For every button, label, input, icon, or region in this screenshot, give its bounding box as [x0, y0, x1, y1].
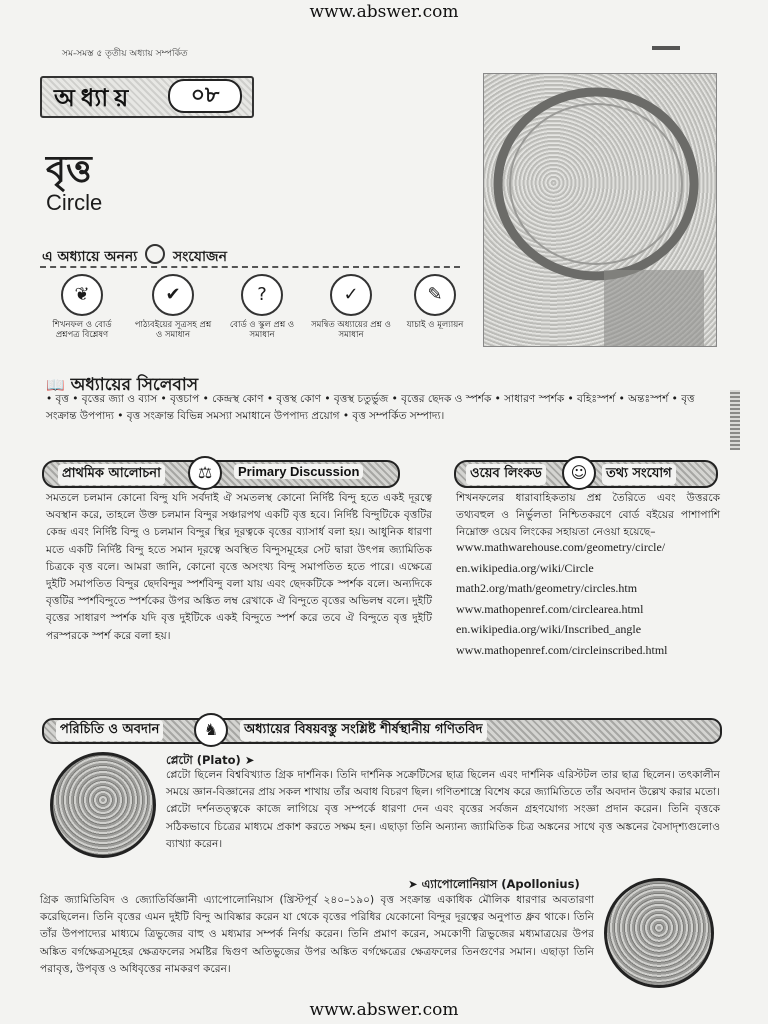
web-links-list [456, 537, 726, 660]
book-icon: 📖 [46, 376, 65, 394]
mathematicians-label-right: অধ্যায়ের বিষয়বস্তু সংশ্লিষ্ট শীর্ষস্থানীয় গণিতবিদ [240, 720, 487, 741]
feature-item: ✎ যাচাই ও মূল্যায়ন [394, 274, 476, 330]
watermark-bottom: www.abswer.com [309, 1000, 459, 1020]
chapter-title-bn: বৃত্ত [46, 149, 92, 190]
plato-portrait [50, 752, 156, 858]
brand-logo-icon [145, 244, 165, 264]
web-link[interactable]: www.mathopenref.com/circleinscribed.html [456, 642, 668, 657]
circle-photo [483, 73, 717, 347]
web-link[interactable]: en.wikipedia.org/wiki/Inscribed_angle [456, 622, 642, 636]
user-icon: ☺ [562, 456, 596, 490]
feature-item: ❦ শিখনফল ও বোর্ড প্রশ্নপত্র বিশ্লেষণ [41, 274, 123, 340]
apollonius-portrait [604, 878, 714, 988]
arrow-icon: ➤ [244, 753, 255, 767]
apollonius-name: ➤ এ্যাপোলোনিয়াস (Apollonius) [408, 877, 580, 891]
plato-paragraph: প্লেটো ছিলেন বিশ্ববিখ্যাত গ্রিক দার্শনিক। তিনি দার্শনিক সক্রেটিসের ছাত্র ছিলেন এবং দার্শনিক এরিস্টটল তার ছাত্র ছিলেন। তৎকালীন সময়ে জ্ঞান-বিজ্ঞানের প্রায় সকল শাখায় তাঁর অবাধ বিচরণ ছিল। গণিতশাস্ত্রে বিশেষ করে জ্যামিতিতে তাঁর অবদান উল্লেখ করার মতো। প্লেটো দর্শনতত্ত্বকে কাজে লাগিয়ে বৃত্ত সম্পর্কে ধারণা দেন এবং বৃত্তের সর্বজন গ্রহণযোগ্য সংজ্ঞা প্রদান করেন। তিনি বৃত্তকে সঠিকভাবে চিত্রের মাধ্যমে প্রকাশ করতে সক্ষম হন। এছাড়া তিনি অন্যান্য জ্যামিতিক চিত্র অঙ্কনের সাথে বৃত্ত অঙ্কনের বৈসাদৃশ্যগুলোও ব্যাখ্যা করেন। [166, 769, 720, 850]
chapter-title-en: Circle [46, 190, 103, 215]
running-header: সম-সমস্ত ৫ তৃতীয় অধ্যায় সম্পর্কিত [62, 49, 188, 59]
circle-ring-graphic [484, 74, 716, 346]
mathematicians-label-left: পরিচিতি ও অবদান [56, 720, 163, 741]
feature-item: ? বোর্ড ও স্কুল প্রশ্ন ও সমাধান [221, 274, 303, 340]
question-icon: ? [241, 274, 283, 316]
chapter-number: ০৮ [168, 79, 242, 113]
syllabus-title: 📖 অধ্যায়ের সিলেবাস [46, 375, 199, 395]
primary-label-en: Primary Discussion [234, 464, 363, 479]
watermark-top: www.abswer.com [309, 2, 459, 22]
feature-item: ✔ পাঠ্যবইয়ের সূত্রসহ প্রশ্ন ও সমাধান [132, 274, 214, 340]
primary-paragraph: সমতলে চলমান কোনো বিন্দু যদি সর্বদাই ঐ সমতলস্থ কোনো নির্দিষ্ট বিন্দু হতে একই দূরত্বে অবস্থান করে, তাহলে উক্ত চলমান বিন্দুর সঞ্চারপথ একটি বৃত্ত হবে। নির্দিষ্ট বিন্দুটিকে বৃত্তটির কেন্দ্র এবং নির্দিষ্ট বিন্দু ও চলমান বিন্দুর স্থির দূরত্বকে বৃত্তের ব্যাসার্ধ বলা হয়। আধুনিক ধারণা মতে একটি নির্দিষ্ট বিন্দু হতে সমান দূরত্বে অবস্থিত বিন্দুসমূহের সেট দ্বারা উৎপন্ন জ্যামিতিক চিত্রকে বৃত্ত বলে। আমরা জানি, কোনো বৃত্তে অসংখ্য বিন্দু সমাপতিত হতে পারে। এক্ষেত্রে দুইটি সমাপতিত বিন্দুর ছেদবিন্দুর স্পর্শবিন্দু বলা যায় এবং ছেদকটিকে স্পর্শক বলে। অন্যদিকে বৃত্তটির স্পর্শবিন্দুতে স্পর্শকের উপর অঙ্কিত লম্ব রেখাকে ঐ বিন্দুতে বৃত্তের অভিলম্ব বলে। দুইটি বৃত্তের সাধারণ স্পর্শক যদি বৃত্ত দুইটিকে একই বিন্দুতে স্পর্শ করে তবে ঐ বিন্দুতে বৃত্ত দুইটি পরস্পরকে স্পর্শ করে বলা হয়। [46, 492, 432, 642]
web-link[interactable]: www.mathwarehouse.com/geometry/circle/ [456, 540, 666, 554]
plato-name: প্লেটো (Plato) ➤ [166, 753, 255, 767]
syllabus-text: • বৃত্ত • বৃত্তের জ্যা ও ব্যাস • বৃত্তচাপ • কেন্দ্রস্থ কোণ • বৃত্তস্থ কোণ • বৃত্তস্থ চতুর্ভুজ • বৃত্তের ছেদক ও স্পর্শক • সাধারণ স্পর্শক • বহিঃস্পর্শ • অন্তঃস্পর্শ • বৃত্ত সংক্রান্ত উপপাদ্য • বৃত্ত সংক্রান্ত বিভিন্ন সমস্যা সমাধানে উপপাদ্য প্রয়োগ • বৃত্ত সম্পর্কিত সম্পাদ্য। [46, 393, 695, 422]
thinker-icon: ♞ [194, 713, 228, 747]
arrow-icon: ➤ [408, 877, 418, 891]
scale-icon: ⚖ [188, 456, 222, 490]
unique-section-label: এ অধ্যায়ে অনন্য সংযোজন [42, 244, 227, 269]
web-link[interactable]: math2.org/math/geometry/circles.htm [456, 581, 638, 595]
web-link[interactable]: www.mathopenref.com/circlearea.html [456, 601, 644, 616]
chapter-word: অধ্যায় [54, 84, 135, 112]
primary-label-bn: প্রাথমিক আলোচনা [58, 464, 165, 485]
web-intro: শিখনফলের ধারাবাহিকতায় প্রশ্ন তৈরিতে এবং উত্তরকে তথ্যবহুল ও নির্ভুলতা নিশ্চিতকরণে বোর্ড বইয়ের পাশাপাশি নিম্নোক্ত ওয়েব লিংকের সহায়তা নেওয়া হয়েছে– [456, 492, 720, 539]
page-mark [652, 46, 680, 50]
scan-edge [730, 390, 740, 450]
feature-item: ✓ সমন্বিত অধ্যায়ের প্রশ্ন ও সমাধান [310, 274, 392, 340]
leaf-icon: ❦ [61, 274, 103, 316]
checkmark-circle-icon: ✓ [330, 274, 372, 316]
check-icon: ✔ [152, 274, 194, 316]
web-link[interactable]: en.wikipedia.org/wiki/Circle [456, 560, 594, 575]
apollonius-paragraph: গ্রিক জ্যামিতিবিদ ও জ্যোতির্বিজ্ঞানী এ্যাপোলোনিয়াস (খ্রিস্টপূর্ব ২৪০–১৯০) বৃত্ত সংক্রান্ত একাধিক মৌলিক ধারণার অবতারণা করেছিলেন। তিনি বৃত্তের এমন দুইটি বিন্দু আবিষ্কার করেন যা থেকে বৃত্তের পরিধির যেকোনো বিন্দুর দূরত্বের অনুপাত ধ্রুব থাকে। তিনি তাঁর উপপাদ্যের মাধ্যমে ত্রিভুজের বাহু ও মধ্যমার সম্পর্ক নির্ণয় করেন। তিনি প্রমাণ করেন, সমকোণী ত্রিভুজের মধ্যমাত্রয়ের উপর অঙ্কিত বর্গক্ষেত্রসমূহের ক্ষেত্রফলের সমষ্টির দ্বিগুণ অতিভুজের উপর অঙ্কিত বর্গক্ষেত্রের ক্ষেত্রফলের তিনগুণের সমান। এছাড়া তিনি পরাবৃত্ত, উপবৃত্ত ও অধিবৃত্তের নামকরণ করেন। [40, 894, 594, 975]
web-label-right: তথ্য সংযোগ [602, 464, 676, 485]
pen-icon: ✎ [414, 274, 456, 316]
web-label-left: ওয়েব লিংকড [466, 464, 546, 485]
